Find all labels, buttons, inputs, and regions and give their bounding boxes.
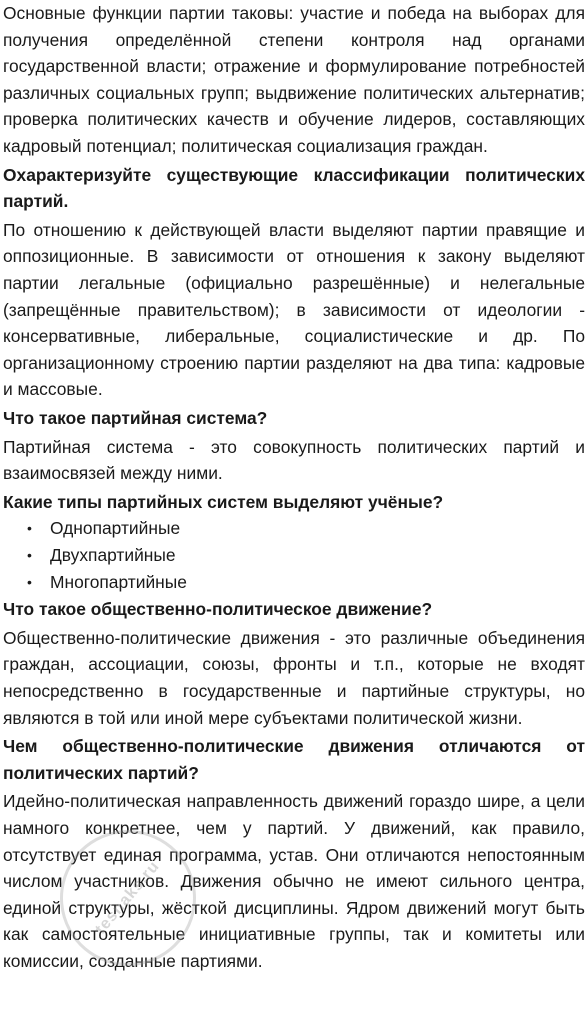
party-system-types-list: [3, 515, 585, 596]
question-party-system-types: Какие типы партийных систем выделяют учёные?: [3, 491, 444, 512]
question-party-system: Что такое партийная система?: [3, 407, 268, 428]
paragraph-party-system: Партийная система - это совокупность политических партий и взаимосвязей между ними.: [3, 436, 585, 484]
bullet-icon: •: [27, 574, 32, 591]
question-party-classifications: Охарактеризуйте существующие классификации политических партий.: [3, 164, 585, 212]
paragraph-party-functions: Основные функции партии таковы: участие и победа на выборах для получения определённой степени контроля над органами государственной власти; отражение и формулирование потребностей различных социальных групп; выдвижение политических альтернатив; проверка политических качеств и обучение лидеров, составляющих кадровый потенциал; политическая социализация граждан.: [3, 3, 585, 156]
question-social-movement: Что такое общественно-политическое движение?: [3, 599, 433, 620]
bullet-icon: •: [27, 520, 32, 537]
paragraph-movements-vs-parties: Идейно-политическая направленность движений гораздо шире, а цели намного конкретнее, чем у партий. У движений, как правило, отсутствует единая программа, устав. Они отличаются непостоянным числом участников. Движения обычно не имеют сильного центра, единой структуры, жёсткой дисциплины. Ядром движений могут быть как самостоятельные инициативные группы, так и комитеты или комиссии, созданные партиями.: [3, 791, 585, 971]
list-item: • Двухпартийные: [3, 542, 585, 569]
paragraph-party-classifications: По отношению к действующей власти выделяют партии правящие и оппозиционные. В зависимости от отношения к закону выделяют партии легальные (официально разрешённые) и нелегальные (запрещённые правительством); в зависимости от идеологии - консервативные, либеральные, социалистические и др. По организационному строению партии разделяют на два типа: кадровые и массовые.: [3, 219, 585, 400]
bullet-icon: •: [27, 547, 32, 564]
paragraph-social-movement: Общественно-политические движения - это различные объединения граждан, ассоциации, союзы, фронты и т.п., которые не входят непосредственно в государственные и партийные структуры, но являются в той или иной мере субъектами политической жизни.: [3, 627, 585, 728]
list-item: • Однопартийные: [3, 515, 585, 542]
watermark-text: tesnaks.ru: [92, 857, 164, 938]
list-item: • Многопартийные: [3, 569, 585, 596]
question-movements-vs-parties: Чем общественно-политические движения отличаются от политических партий?: [3, 736, 585, 783]
